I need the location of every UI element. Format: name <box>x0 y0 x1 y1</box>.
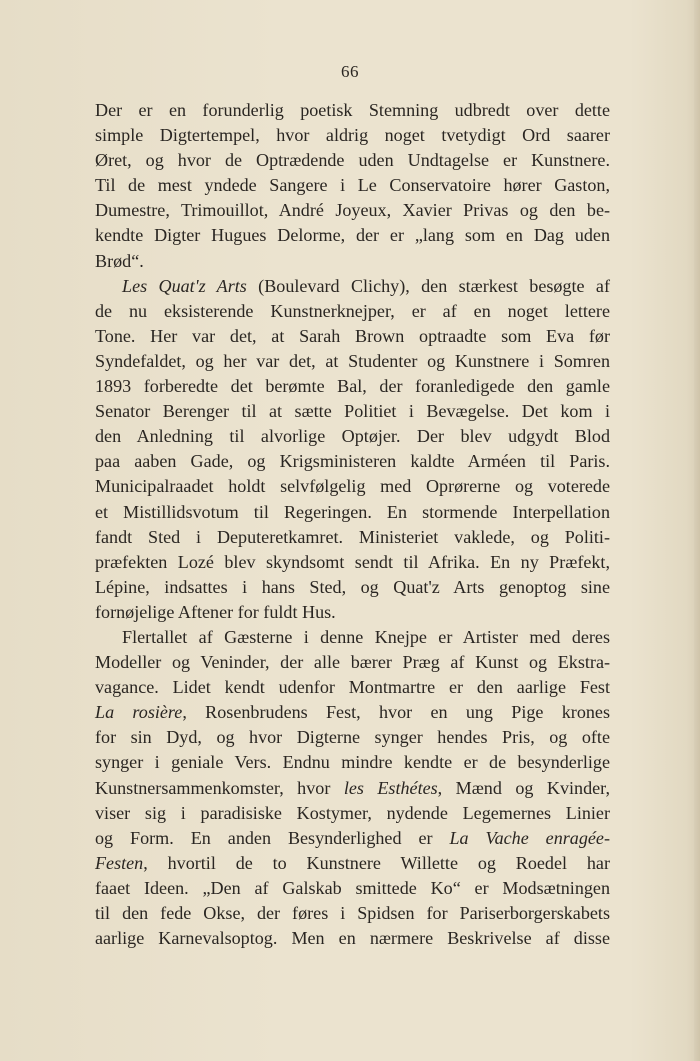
text-line: Der er en forunderlig poetisk Stemning udbredt over dette <box>95 100 610 120</box>
text-line: Dumestre, Trimouillot, André Joyeux, Xavier Privas og den be- <box>95 200 610 221</box>
text-line: simple Digtertempel, hvor aldrig noget tvetydigt Ord saarer <box>95 125 610 146</box>
italic-title-festen: Festen <box>95 852 144 873</box>
text-line: Syndefaldet, og her var det, at Studenter og Kunstnere i Somren <box>95 350 610 371</box>
italic-title-les-esthetes: les Esthétes <box>343 777 438 798</box>
text-line: synger i geniale Vers. Endnu mindre kendte er de besynderlige <box>95 752 610 773</box>
text-line: Kunstnersammenkomster, hvor les Esthétes, Mænd og Kvinder, <box>95 777 611 798</box>
text-line: præfekten Lozé blev skyndsomt sendt til Afrika. En ny Præfekt, <box>95 551 610 572</box>
text-line: for sin Dyd, og hvor Digterne synger hendes Pris, og ofte <box>95 727 610 748</box>
text-line: faaet Ideen. „Den af Galskab smittede Ko“ er Modsætningen <box>95 877 610 898</box>
text-line: Les Quat'z Arts (Boulevard Clichy), den stærkest besøgte af <box>122 275 610 296</box>
text-line: Municipalraadet holdt selvfølgelig med Oprørerne og voterede <box>95 476 610 497</box>
text-line: et Mistillidsvotum til Regeringen. En stormende Interpellation <box>95 501 610 522</box>
text-line: viser sig i paradisiske Kostymer, nydende Legemernes Linier <box>95 802 610 823</box>
text-line: Flertallet af Gæsterne i denne Knejpe er Artister med deres <box>122 626 610 647</box>
paragraph-1 <box>95 98 610 274</box>
italic-title-la-vache-enragee: La Vache enragée- <box>449 827 610 848</box>
text-line: paa aaben Gade, og Krigsministeren kaldte Arméen til Paris. <box>95 451 610 472</box>
text-line: 1893 forberedte det berømte Bal, der foranledigede den gamle <box>95 376 610 397</box>
text-line: de nu eksisterende Kunstnerknejper, er af en noget lettere <box>95 300 610 321</box>
page-number: 66 <box>341 62 359 81</box>
text-line: den Anledning til alvorlige Optøjer. Der blev udgydt Blod <box>95 426 610 447</box>
paragraph-3 <box>95 625 610 951</box>
text-line: La rosière, Rosenbrudens Fest, hvor en ung Pige krones <box>95 702 610 723</box>
text-line: til den fede Okse, der føres i Spidsen for Pariserborgerskabets <box>95 903 610 923</box>
text-line: Modeller og Veninder, der alle bærer Præg af Kunst og Ekstra- <box>95 652 610 673</box>
text-line: Festen, hvortil de to Kunstnere Willette og Roedel har <box>95 852 610 873</box>
text-line: aarlige Karnevalsoptog. Men en nærmere Beskrivelse af disse <box>95 928 610 949</box>
text-line: Til de mest yndede Sangere i Le Conservatoire hører Gaston, <box>95 175 610 196</box>
text-line: fornøjelige Aftener for fuldt Hus. <box>95 601 336 622</box>
text-line: fandt Sted i Deputeretkamret. Ministeriet vaklede, og Politi- <box>95 526 610 547</box>
paragraph-2 <box>95 274 610 625</box>
text-line: Senator Berenger til at sætte Politiet i Bevægelse. Det kom i <box>95 401 610 422</box>
italic-title-la-rosiere: La rosière <box>95 702 183 723</box>
text-line: kendte Digter Hugues Delorme, der er „lang som en Dag uden <box>95 225 610 246</box>
text-line: og Form. En anden Besynderlighed er La Vache enragée- <box>95 827 610 848</box>
body-text <box>95 98 610 951</box>
page-edge <box>694 0 700 1061</box>
text-line: Tone. Her var det, at Sarah Brown optraadte som Eva før <box>95 325 610 346</box>
text-line: Brød“. <box>95 250 144 271</box>
text-line: vagance. Lidet kendt udenfor Montmartre er den aarlige Fest <box>95 677 610 698</box>
text-line: Lépine, indsattes i hans Sted, og Quat'z Arts genoptog sine <box>95 576 610 597</box>
italic-title-quatz-arts: Les Quat'z Arts <box>122 275 247 296</box>
text-line: Øret, og hvor de Optrædende uden Undtagelse er Kunstnere. <box>95 150 610 171</box>
